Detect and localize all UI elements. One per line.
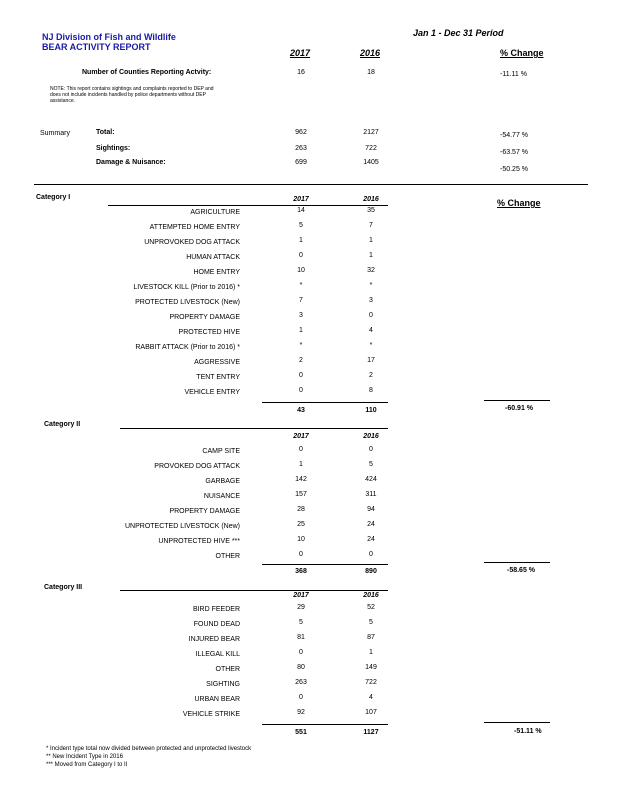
cat1-header-change: % Change bbox=[497, 198, 541, 208]
cat3-total-2016: 1127 bbox=[363, 729, 379, 736]
cat3-row-label: ILLEGAL KILL bbox=[195, 651, 240, 658]
cat2-row-2016: 24 bbox=[367, 536, 375, 543]
cat3-row-2016: 4 bbox=[369, 694, 373, 701]
cat1-row-2017: 1 bbox=[299, 327, 303, 334]
category-2-title: Category II bbox=[44, 421, 81, 428]
cat3-row-label: INJURED BEAR bbox=[188, 636, 240, 643]
cat2-row-2016: 311 bbox=[365, 491, 377, 498]
cat1-row-label: PROTECTED LIVESTOCK (New) bbox=[135, 299, 240, 306]
cat1-row-2016: 0 bbox=[369, 312, 373, 319]
counties-2017: 16 bbox=[297, 69, 305, 76]
category-1-title: Category I bbox=[36, 194, 71, 201]
cat1-header-2016: 2016 bbox=[363, 196, 379, 203]
summary-row-2016: 1405 bbox=[363, 159, 379, 166]
summary-label: Summary bbox=[40, 130, 70, 137]
footnotes bbox=[46, 745, 251, 769]
cat3-row-2016: 5 bbox=[369, 619, 373, 626]
cat3-row-2016: 1 bbox=[369, 649, 373, 656]
cat2-row-2017: 1 bbox=[299, 461, 303, 468]
summary-row-change: -50.25 % bbox=[500, 166, 529, 173]
cat1-row-2017: 14 bbox=[297, 207, 305, 214]
cat3-row-2017: 5 bbox=[299, 619, 303, 626]
cat1-row-2016: 17 bbox=[367, 357, 375, 364]
cat3-row-2017: 0 bbox=[299, 694, 303, 701]
cat3-row-label: SIGHTING bbox=[206, 681, 240, 688]
cat3-total-2017: 551 bbox=[295, 729, 307, 736]
cat1-row-2017: 10 bbox=[297, 267, 305, 274]
cat2-row-2017: 10 bbox=[297, 536, 305, 543]
cat1-row-label: AGGRESSIVE bbox=[194, 359, 240, 366]
cat3-row-2017: 80 bbox=[297, 664, 305, 671]
summary-row-2016: 2127 bbox=[363, 129, 379, 136]
summary-row-2017: 263 bbox=[295, 145, 307, 152]
report-title: BEAR ACTIVITY REPORT bbox=[42, 42, 151, 52]
cat2-row-2016: 0 bbox=[369, 446, 373, 453]
category-3-title: Category III bbox=[44, 584, 83, 591]
cat1-row-2017: 1 bbox=[299, 237, 303, 244]
cat1-row-2016: * bbox=[369, 282, 373, 289]
divider-top bbox=[34, 184, 588, 185]
summary-row-2016: 722 bbox=[365, 145, 377, 152]
cat2-row-label: GARBAGE bbox=[205, 478, 240, 485]
cat1-row-2016: 1 bbox=[369, 237, 373, 244]
cat1-row-2017: 7 bbox=[299, 297, 303, 304]
cat1-row-2017: 0 bbox=[299, 372, 303, 379]
report-note: NOTE: This report contains sightings and complaints reported to DEP and does not include incidents handled by police departments without DEP assistance. bbox=[50, 86, 214, 104]
cat3-row-label: URBAN BEAR bbox=[194, 696, 240, 703]
cat3-header-2016: 2016 bbox=[363, 592, 379, 599]
cat1-row-label: ATTEMPTED HOME ENTRY bbox=[149, 224, 240, 231]
header-col-change: % Change bbox=[500, 48, 544, 58]
cat1-row-2016: 3 bbox=[369, 297, 373, 304]
cat3-row-label: VEHICLE STRIKE bbox=[182, 711, 240, 718]
cat2-row-label: UNPROTECTED HIVE *** bbox=[158, 538, 240, 545]
summary-row-change: -54.77 % bbox=[500, 132, 529, 139]
cat2-row-2016: 0 bbox=[369, 551, 373, 558]
footnote-2: ** New Incident Type in 2016 bbox=[46, 754, 123, 760]
cat3-total-rule bbox=[262, 724, 388, 725]
cat1-row-label: PROTECTED HIVE bbox=[178, 329, 240, 336]
summary-row-label: Damage & Nuisance: bbox=[96, 159, 166, 166]
cat2-row-2017: 0 bbox=[299, 551, 303, 558]
cat2-change: -58.65 % bbox=[507, 567, 536, 574]
cat1-row-label: AGRICULTURE bbox=[190, 209, 240, 216]
cat1-row-label: UNPROVOKED DOG ATTACK bbox=[144, 239, 240, 246]
summary-row-label: Total: bbox=[96, 129, 115, 136]
cat1-row-label: RABBIT ATTACK (Prior to 2016) * bbox=[135, 344, 240, 351]
cat2-row-2016: 24 bbox=[367, 521, 375, 528]
cat3-top-rule bbox=[120, 590, 388, 591]
summary-row-2017: 699 bbox=[295, 159, 307, 166]
cat1-row-label: LIVESTOCK KILL (Prior to 2016) * bbox=[133, 284, 240, 291]
cat1-total-rule bbox=[262, 402, 388, 403]
cat2-row-label: UNPROTECTED LIVESTOCK (New) bbox=[125, 523, 240, 530]
summary-row-label: Sightings: bbox=[96, 145, 131, 152]
cat1-row-2017: * bbox=[299, 282, 303, 289]
header-col-2016: 2016 bbox=[359, 48, 381, 58]
cat2-row-2016: 5 bbox=[369, 461, 373, 468]
cat2-row-2017: 28 bbox=[297, 506, 305, 513]
cat2-row-label: NUISANCE bbox=[203, 493, 240, 500]
cat2-header-2017: 2017 bbox=[293, 433, 309, 440]
counties-label: Number of Counties Reporting Actvity: bbox=[82, 69, 212, 76]
cat1-header-rule bbox=[108, 205, 388, 206]
cat3-header-2017: 2017 bbox=[293, 592, 309, 599]
cat2-total-2017: 368 bbox=[295, 568, 307, 575]
cat3-row-2017: 92 bbox=[297, 709, 305, 716]
cat2-row-label: PROPERTY DAMAGE bbox=[169, 508, 240, 515]
cat2-row-label: CAMP SITE bbox=[202, 448, 240, 455]
counties-2016: 18 bbox=[367, 69, 375, 76]
cat2-row-2017: 142 bbox=[295, 476, 307, 483]
cat1-total-2016: 110 bbox=[365, 407, 377, 414]
cat2-row-label: PROVOKED DOG ATTACK bbox=[154, 463, 240, 470]
cat1-row-2016: 35 bbox=[367, 207, 375, 214]
cat2-row-2016: 424 bbox=[365, 476, 377, 483]
cat1-row-label: TENT ENTRY bbox=[196, 374, 240, 381]
cat3-row-2017: 0 bbox=[299, 649, 303, 656]
cat2-row-2017: 0 bbox=[299, 446, 303, 453]
cat1-row-label: PROPERTY DAMAGE bbox=[169, 314, 240, 321]
cat1-row-2017: * bbox=[299, 342, 303, 349]
cat3-row-label: OTHER bbox=[215, 666, 240, 673]
cat1-row-2016: 4 bbox=[369, 327, 373, 334]
footnote-1: * Incident type total now divided between protected and unprotected livestock bbox=[46, 746, 252, 752]
cat3-row-label: FOUND DEAD bbox=[193, 621, 240, 628]
cat3-row-2016: 722 bbox=[365, 679, 377, 686]
counties-change: -11.11 % bbox=[500, 71, 527, 78]
cat1-row-label: VEHICLE ENTRY bbox=[184, 389, 240, 396]
cat2-row-2016: 94 bbox=[367, 506, 375, 513]
cat3-row-label: BIRD FEEDER bbox=[192, 606, 240, 613]
cat1-row-label: HUMAN ATTACK bbox=[186, 254, 240, 261]
cat2-row-2017: 25 bbox=[297, 521, 305, 528]
cat3-change-rule bbox=[484, 722, 550, 723]
summary-row-change: -63.57 % bbox=[500, 149, 529, 156]
cat1-row-2017: 5 bbox=[299, 222, 303, 229]
cat3-row-2016: 52 bbox=[367, 604, 375, 611]
cat2-header-2016: 2016 bbox=[363, 433, 379, 440]
cat1-row-2016: 2 bbox=[369, 372, 373, 379]
cat1-row-2017: 3 bbox=[299, 312, 303, 319]
cat2-top-rule bbox=[120, 428, 388, 429]
cat1-row-2017: 2 bbox=[299, 357, 303, 364]
cat3-row-2016: 107 bbox=[365, 709, 377, 716]
cat1-change-rule bbox=[484, 400, 550, 401]
footnote-3: *** Moved from Category I to II bbox=[46, 762, 128, 768]
cat3-row-2017: 29 bbox=[297, 604, 305, 611]
cat2-total-2016: 890 bbox=[365, 568, 377, 575]
cat1-row-2016: * bbox=[369, 342, 373, 349]
period-label: Jan 1 - Dec 31 Period bbox=[413, 28, 504, 38]
cat3-row-2016: 87 bbox=[367, 634, 375, 641]
cat2-row-label: OTHER bbox=[215, 553, 240, 560]
cat1-row-label: HOME ENTRY bbox=[193, 269, 240, 276]
cat1-change: -60.91 % bbox=[505, 405, 534, 412]
header-col-2017: 2017 bbox=[289, 48, 311, 58]
cat3-row-2016: 149 bbox=[365, 664, 377, 671]
cat3-change: -51.11 % bbox=[514, 728, 542, 735]
cat1-row-2017: 0 bbox=[299, 387, 303, 394]
summary-row-2017: 962 bbox=[295, 129, 307, 136]
cat2-total-rule bbox=[262, 564, 388, 565]
cat1-total-2017: 43 bbox=[297, 407, 305, 414]
cat1-row-2016: 8 bbox=[369, 387, 373, 394]
cat1-row-2016: 32 bbox=[367, 267, 375, 274]
org-name: NJ Division of Fish and Wildlife bbox=[42, 32, 176, 42]
cat3-row-2017: 263 bbox=[295, 679, 307, 686]
cat1-row-2016: 1 bbox=[369, 252, 373, 259]
cat1-header-2017: 2017 bbox=[293, 196, 309, 203]
cat3-row-2017: 81 bbox=[297, 634, 305, 641]
cat2-row-2017: 157 bbox=[295, 491, 307, 498]
cat2-change-rule bbox=[484, 562, 550, 563]
cat1-row-2017: 0 bbox=[299, 252, 303, 259]
cat1-row-2016: 7 bbox=[369, 222, 373, 229]
